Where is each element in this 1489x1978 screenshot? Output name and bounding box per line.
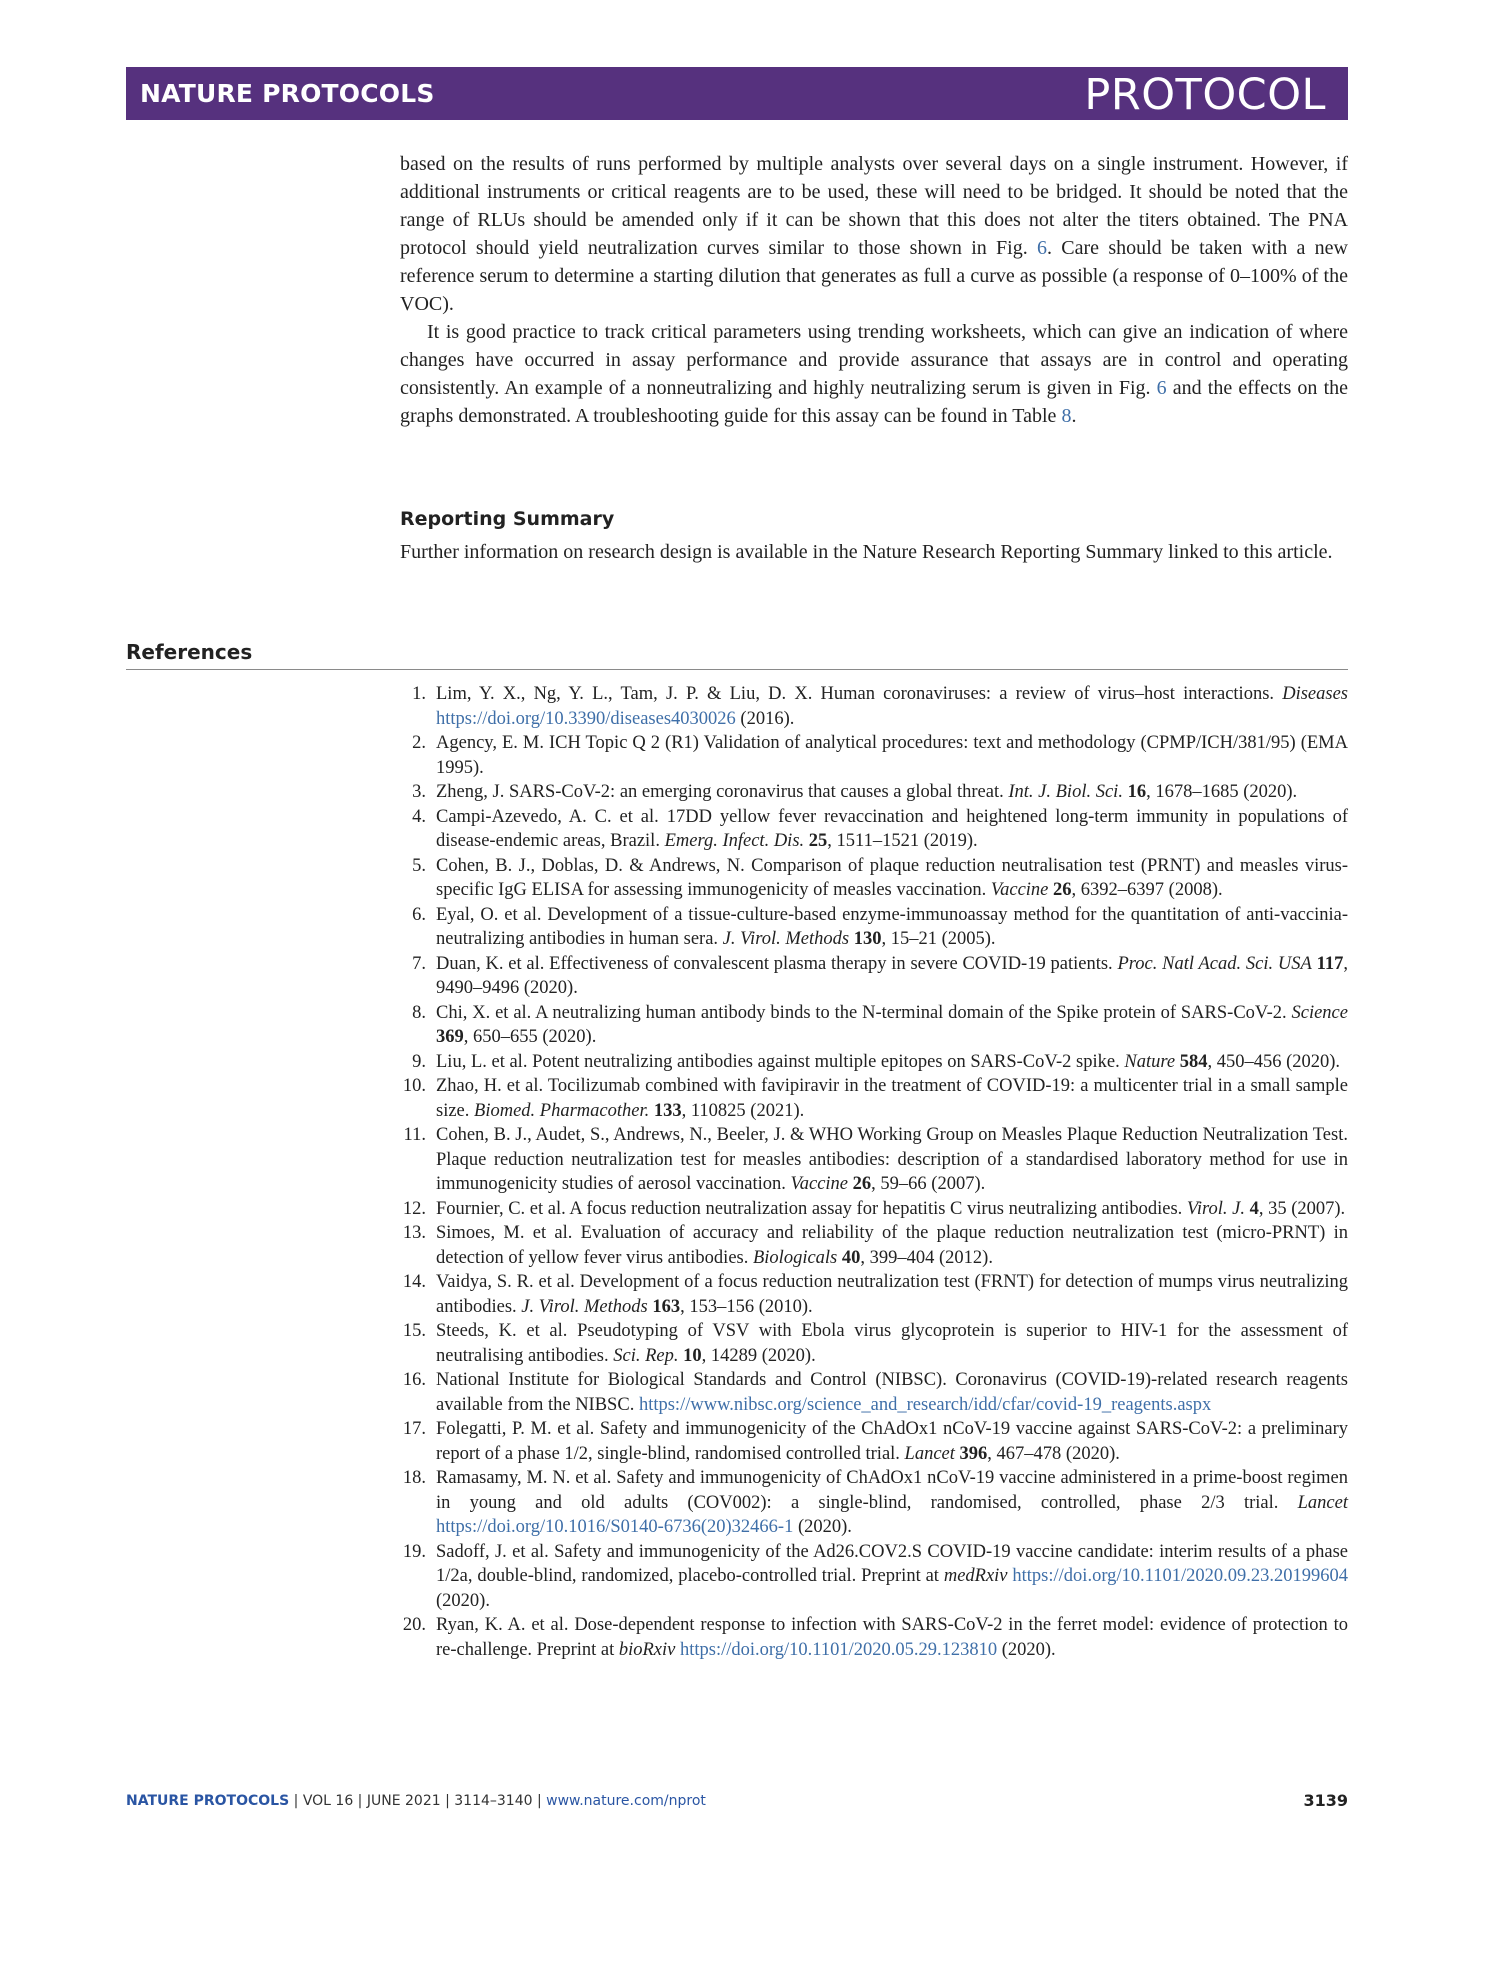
reference-number: 4. [412, 806, 426, 827]
reference-journal: Sci. Rep. [613, 1345, 679, 1366]
reference-journal: Virol. J. [1186, 1198, 1245, 1219]
reference-number: 13. [402, 1223, 426, 1243]
journal-name: NATURE PROTOCOLS [140, 79, 435, 108]
reference-tail: , 6392–6397 (2008). [1071, 880, 1223, 900]
reference-item [396, 780, 1348, 805]
reference-volume: 26 [852, 1174, 872, 1194]
journal-header-bar [126, 67, 1348, 120]
reference-text: Folegatti, P. M. et al. Safety and immunogenicity of the ChAdOx1 nCoV-19 vaccine against SARS-CoV-2: a preliminary report of a phase 1/2, single-blind, randomised controlled trial. [436, 1419, 1348, 1464]
reference-tail: , 399–404 (2012). [860, 1247, 993, 1268]
reference-journal: J. Virol. Methods [521, 1296, 648, 1317]
reference-number: 2. [412, 733, 426, 753]
reference-tail: (2020). [436, 1590, 490, 1611]
reference-item [396, 1417, 1348, 1466]
reference-number: 18. [402, 1468, 426, 1488]
reference-tail: , 650–655 (2020). [463, 1027, 597, 1047]
reference-item [396, 903, 1348, 952]
reference-text: Zheng, J. SARS-CoV-2: an emerging coronavirus that causes a global threat. [436, 782, 1009, 802]
reference-text: Liu, L. et al. Potent neutralizing antibodies against multiple epitopes on SARS-CoV-2 spike. [436, 1051, 1125, 1072]
reference-text: National Institute for Biological Standards and Control (NIBSC). Coronavirus (COVID-19)-related research reagents available from the NIBSC. [436, 1370, 1348, 1415]
paragraph-2: It is good practice to track critical parameters using trending worksheets, which can give an indication of where changes have occurred in assay performance and provide assurance that assays are in control and operating consistently. An example of a nonneutralizing and highly neutralizing serum is given in Fig. 6 and the effects on the graphs demonstrated. A troubleshooting guide for this assay can be found in Table 8. [400, 321, 1348, 427]
reference-doi-link[interactable]: https://doi.org/10.3390/diseases4030026 [436, 708, 736, 729]
reference-number: 5. [412, 855, 426, 876]
reference-text: Sadoff, J. et al. Safety and immunogenicity of the Ad26.COV2.S COVID-19 vaccine candidate: interim results of a phase 1/2a, double-blind, randomized, placebo-controlled trial. Preprint at [436, 1541, 1348, 1586]
reference-tail: (2020). [793, 1517, 852, 1537]
reference-item [396, 682, 1348, 731]
reference-doi-link[interactable]: https://doi.org/10.1101/2020.09.23.20199604 [1012, 1566, 1348, 1586]
reference-number: 8. [412, 1002, 426, 1023]
reference-text: Fournier, C. et al. A focus reduction neutralization assay for hepatitis C virus neutralizing antibodies. [436, 1198, 1187, 1219]
reference-text: Lim, Y. X., Ng, Y. L., Tam, J. P. & Liu, D. X. Human coronaviruses: a review of virus–host interactions. [436, 684, 1283, 704]
reference-item [396, 1540, 1348, 1614]
reference-journal: J. Virol. Methods [722, 929, 850, 949]
reference-item [396, 1001, 1348, 1050]
reference-volume: 133 [653, 1100, 682, 1121]
reference-tail: , 467–478 (2020). [987, 1443, 1120, 1464]
reference-volume: 396 [959, 1443, 988, 1464]
reference-number: 12. [402, 1198, 426, 1219]
reference-item [396, 1319, 1348, 1368]
reference-text: Steeds, K. et al. Pseudotyping of VSV with Ebola virus glycoprotein is superior to HIV-1 for the assessment of neutralising antibodies. [436, 1321, 1348, 1366]
reference-text: Duan, K. et al. Effectiveness of convalescent plasma therapy in severe COVID-19 patients. [436, 953, 1118, 974]
reference-number: 11. [403, 1125, 426, 1145]
references-heading: References [126, 640, 253, 664]
reference-journal: Lancet [1297, 1492, 1348, 1513]
figure-link[interactable]: 6 [1156, 377, 1167, 399]
reference-item [396, 1613, 1348, 1662]
reference-number: 6. [412, 904, 426, 925]
reference-tail: , 153–156 (2010). [680, 1296, 813, 1317]
reference-number: 3. [412, 782, 426, 802]
reference-tail: , 110825 (2021). [681, 1100, 805, 1121]
reference-item [396, 1074, 1348, 1123]
reference-tail: , 15–21 (2005). [881, 929, 996, 949]
reference-journal: Vaccine [990, 880, 1049, 900]
reference-tail: (2016). [735, 708, 795, 729]
reference-tail: , 1678–1685 (2020). [1146, 782, 1298, 802]
reference-journal: Lancet [904, 1443, 955, 1464]
paragraph-1: based on the results of runs performed by multiple analysts over several days on a single instrument. However, if additional instruments or critical reagents are to be used, these will need to be bridged. It should be noted that the range of RLUs should be amended only if it can be shown that this does not alter the titers obtained. The PNA protocol should yield neutralization curves similar to those shown in Fig. 6. Care should be taken with a new reference serum to determine a starting dilution that generates as full a curve as possible (a response of 0–100% of the VOC). [400, 153, 1348, 315]
article-type: PROTOCOL [1084, 70, 1326, 120]
reference-item [396, 1368, 1348, 1417]
reference-item [396, 952, 1348, 1001]
reference-item [396, 854, 1348, 903]
references-divider [126, 669, 1348, 670]
reference-journal: bioRxiv [618, 1639, 676, 1660]
table-link[interactable]: 8 [1061, 405, 1072, 427]
body-text [400, 150, 1348, 430]
reference-journal: Int. J. Biol. Sci. [1008, 782, 1123, 802]
reference-number: 7. [412, 953, 426, 974]
reference-journal: Diseases [1282, 684, 1348, 704]
reference-number: 16. [402, 1370, 426, 1390]
reference-journal: Biologicals [752, 1247, 838, 1268]
reference-text: Campi-Azevedo, A. C. et al. 17DD yellow fever revaccination and heightened long-term immunity in populations of disease-endemic areas, Brazil. [436, 806, 1348, 851]
reference-journal: Biomed. Pharmacother. [474, 1100, 650, 1121]
reference-item [396, 1050, 1348, 1075]
reference-journal: Vaccine [790, 1174, 849, 1194]
reference-tail: , 9490–9496 (2020). [436, 953, 1348, 998]
reference-journal: Emerg. Infect. Dis. [664, 831, 805, 851]
reference-volume: 584 [1179, 1051, 1208, 1072]
reference-volume: 10 [683, 1345, 702, 1366]
reference-volume: 26 [1053, 880, 1072, 900]
reference-text: Vaidya, S. R. et al. Development of a focus reduction neutralization test (FRNT) for detection of mumps virus neutralizing antibodies. [436, 1272, 1348, 1317]
reference-item [396, 1197, 1348, 1222]
reference-volume: 40 [841, 1247, 861, 1268]
reference-tail: , 14289 (2020). [701, 1345, 816, 1366]
reference-item [396, 1123, 1348, 1197]
reference-volume: 130 [853, 929, 882, 949]
reference-doi-link[interactable]: https://doi.org/10.1016/S0140-6736(20)32466-1 [436, 1517, 794, 1537]
reference-text: Simoes, M. et al. Evaluation of accuracy and reliability of the plaque reduction neutralization test (micro-PRNT) in detection of yellow fever virus antibodies. [436, 1223, 1348, 1268]
reference-text: Cohen, B. J., Doblas, D. & Andrews, N. Comparison of plaque reduction neutralisation test (PRNT) and measles virus-specific IgG ELISA for assessing immunogenicity of measles vaccination. [436, 855, 1348, 900]
reference-volume: 25 [808, 831, 828, 851]
reference-item [396, 805, 1348, 854]
reference-volume: 117 [1316, 953, 1344, 974]
reference-text: Cohen, B. J., Audet, S., Andrews, N., Beeler, J. & WHO Working Group on Measles Plaque Reduction Neutralization Test. Plaque reduction neutralization test for measles antibodies: description of a standardised laboratory method for use in immunogenicity studies of aerosol vaccination. [436, 1125, 1348, 1194]
reference-number: 20. [402, 1615, 426, 1635]
journal-url-link[interactable]: www.nature.com/nprot [546, 1793, 706, 1809]
reference-journal: Proc. Natl Acad. Sci. USA [1117, 953, 1312, 974]
reference-volume: 163 [652, 1296, 681, 1317]
reference-journal: Nature [1124, 1051, 1176, 1072]
reference-tail: , 450–456 (2020). [1207, 1051, 1341, 1072]
reference-item [396, 731, 1348, 780]
reference-tail: , 35 (2007). [1258, 1198, 1346, 1219]
reference-tail: (2020). [997, 1639, 1056, 1660]
reference-number: 9. [412, 1051, 426, 1072]
figure-link[interactable]: 6 [1037, 237, 1047, 259]
reference-volume: 16 [1127, 782, 1147, 802]
reference-volume: 369 [436, 1027, 464, 1047]
reference-item [396, 1270, 1348, 1319]
page-number: 3139 [1303, 1791, 1348, 1810]
reference-journal: Science [1291, 1002, 1348, 1023]
reference-number: 15. [402, 1321, 426, 1341]
reference-text: Ramasamy, M. N. et al. Safety and immunogenicity of ChAdOx1 nCoV-19 vaccine administered in a prime-boost regimen in young and old adults (COV002): a single-blind, randomised, controlled, phase 2/3 trial. [436, 1468, 1348, 1513]
reference-text: Eyal, O. et al. Development of a tissue-culture-based enzyme-immunoassay method for the quantitation of anti-vaccinia-neutralizing antibodies in human sera. [436, 904, 1348, 949]
reference-number: 14. [402, 1272, 426, 1292]
reference-number: 17. [402, 1419, 426, 1439]
reference-tail: , 1511–1521 (2019). [827, 831, 978, 851]
reference-number: 19. [402, 1541, 426, 1562]
reference-doi-link[interactable]: https://www.nibsc.org/science_and_research/idd/cfar/covid-19_reagents.aspx [638, 1394, 1212, 1415]
reference-journal: medRxiv [943, 1566, 1008, 1586]
footer-citation: NATURE PROTOCOLS | VOL 16 | JUNE 2021 | 3114–3140 | www.nature.com/nprot [126, 1793, 706, 1809]
reference-list [396, 682, 1348, 1662]
reference-doi-link[interactable]: https://doi.org/10.1101/2020.05.29.123810 [680, 1639, 998, 1660]
reference-number: 1. [412, 684, 426, 704]
reference-tail: , 59–66 (2007). [871, 1174, 986, 1194]
reference-number: 10. [402, 1076, 426, 1096]
reference-text: Zhao, H. et al. Tocilizumab combined with favipiravir in the treatment of COVID-19: a multicenter trial in a small sample size. [436, 1076, 1348, 1121]
reference-text: Agency, E. M. ICH Topic Q 2 (R1) Validation of analytical procedures: text and methodology (CPMP/ICH/381/95) (EMA 1995). [436, 733, 1348, 778]
reference-volume: 4 [1249, 1198, 1259, 1219]
reporting-summary-text: Further information on research design is available in the Nature Research Reporting Summary linked to this article. [400, 541, 1333, 563]
reference-text: Chi, X. et al. A neutralizing human antibody binds to the N-terminal domain of the Spike protein of SARS-CoV-2. [436, 1002, 1292, 1023]
reporting-summary-heading: Reporting Summary [400, 508, 615, 530]
reference-item [396, 1466, 1348, 1540]
reference-text: Ryan, K. A. et al. Dose-dependent response to infection with SARS-CoV-2 in the ferret model: evidence of protection to re-challenge. Preprint at [436, 1615, 1348, 1660]
reference-item [396, 1221, 1348, 1270]
